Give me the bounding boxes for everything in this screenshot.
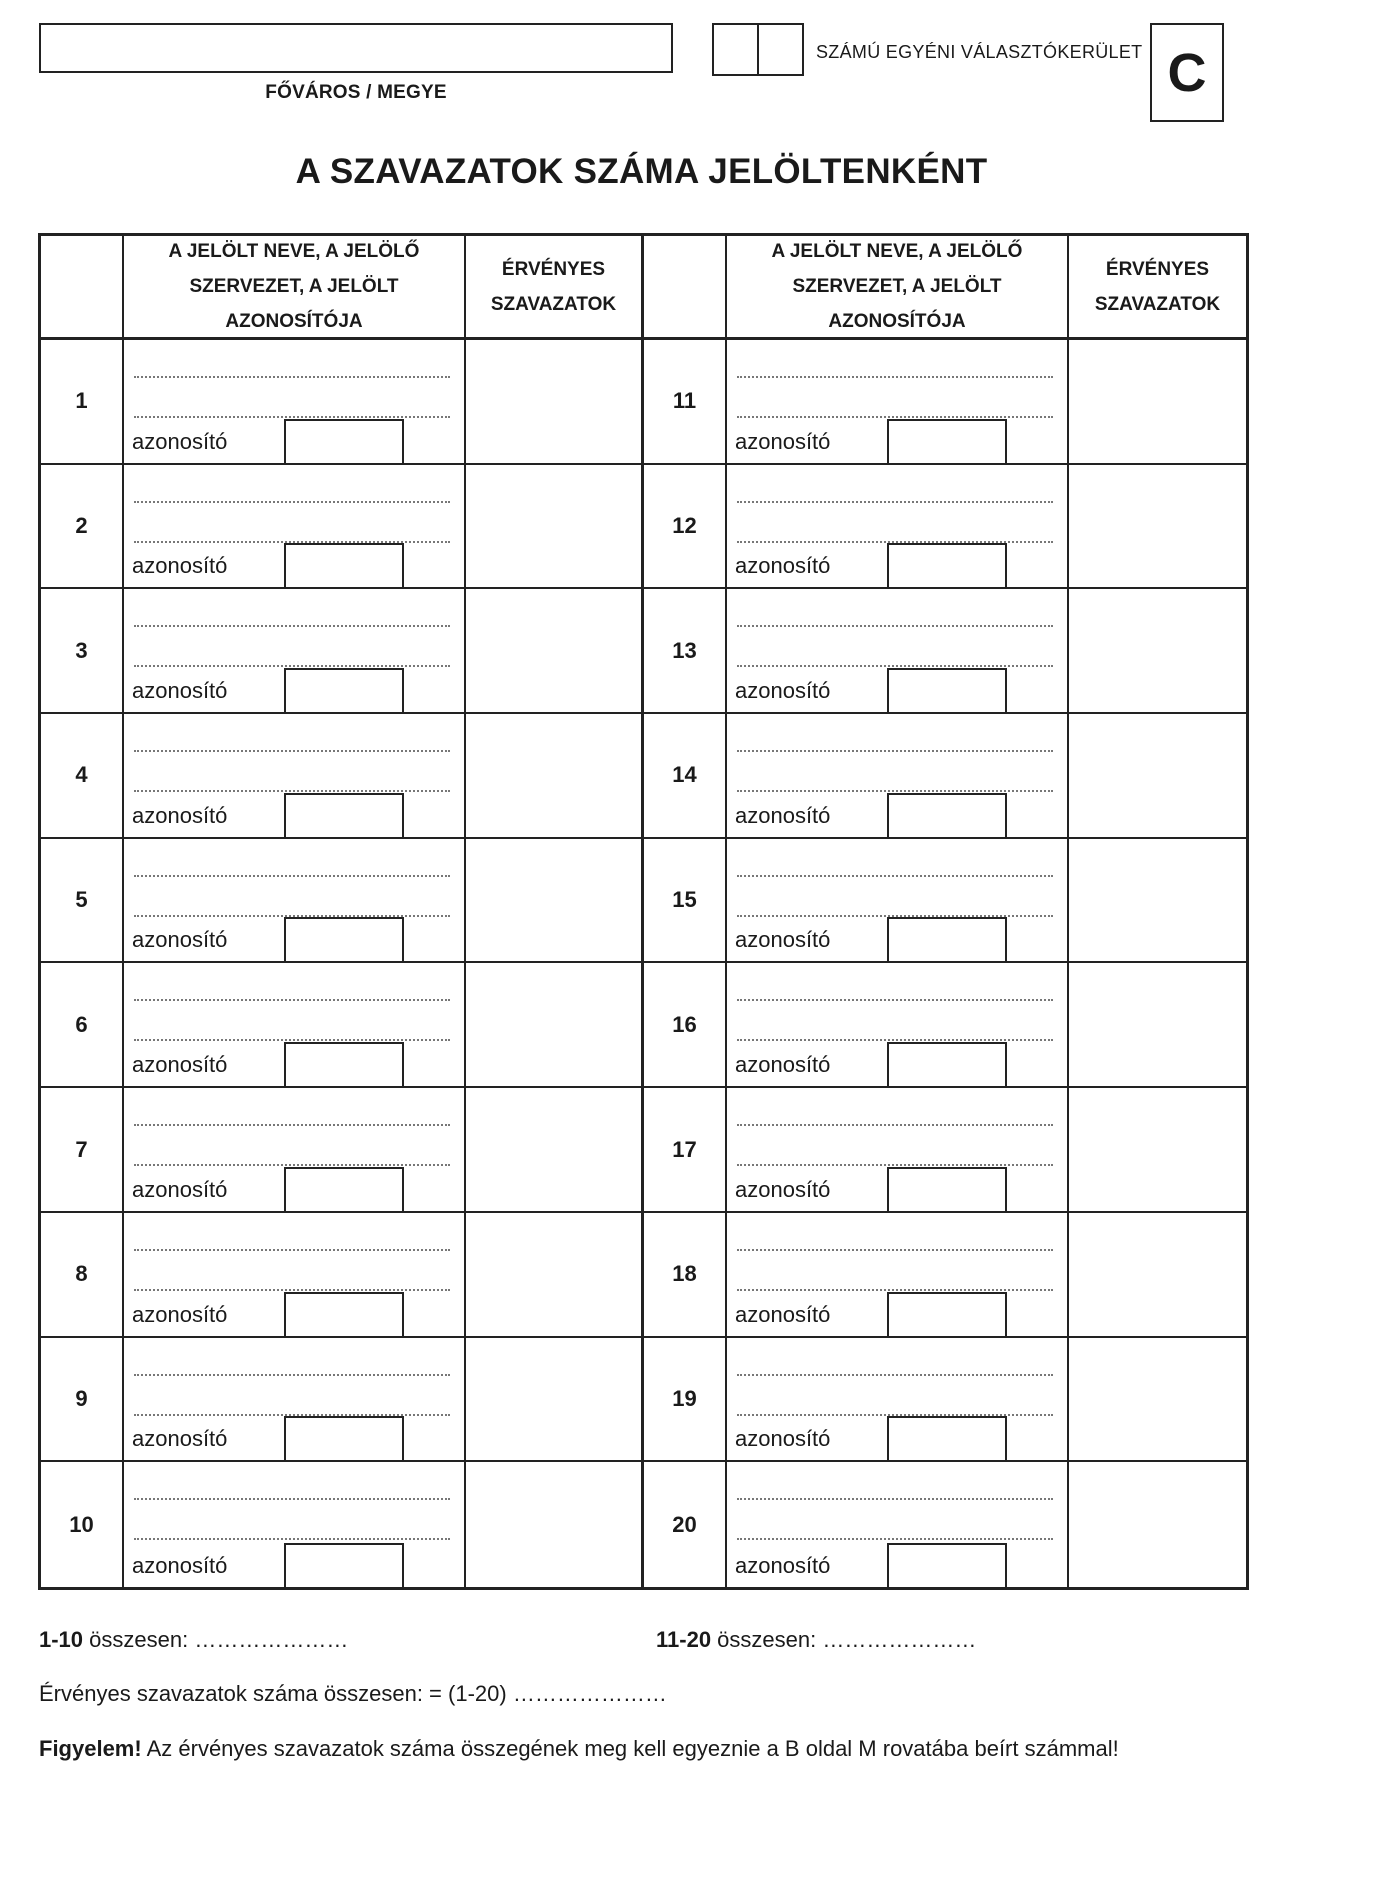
valid-votes-cell-right[interactable] bbox=[1069, 1088, 1246, 1213]
name-dotted-line bbox=[737, 625, 1053, 627]
id-label: azonosító bbox=[132, 1552, 228, 1578]
valid-votes-cell-left[interactable] bbox=[466, 1338, 644, 1463]
id-label: azonosító bbox=[132, 927, 228, 953]
row-number-right: 11 bbox=[644, 340, 727, 465]
name-dotted-line bbox=[737, 1249, 1053, 1251]
valid-votes-cell-right[interactable] bbox=[1069, 589, 1246, 714]
candidate-name-cell[interactable] bbox=[124, 839, 466, 964]
sum-right-text: összesen: ………………… bbox=[711, 1627, 977, 1652]
row-number-right: 18 bbox=[644, 1213, 727, 1338]
name-dotted-line bbox=[737, 915, 1053, 917]
row-number-right: 16 bbox=[644, 963, 727, 1088]
valid-votes-cell-right[interactable] bbox=[1069, 714, 1246, 839]
name-dotted-line bbox=[737, 999, 1053, 1001]
candidate-name-cell[interactable] bbox=[124, 340, 466, 465]
name-dotted-line bbox=[134, 750, 450, 752]
name-dotted-line bbox=[134, 790, 450, 792]
candidate-name-cell[interactable] bbox=[124, 714, 466, 839]
id-label: azonosító bbox=[735, 1426, 831, 1452]
candidate-name-cell[interactable] bbox=[727, 589, 1069, 714]
name-dotted-line bbox=[737, 875, 1053, 877]
row-number-right: 20 bbox=[644, 1462, 727, 1587]
id-digit-boxes[interactable] bbox=[284, 1416, 404, 1460]
row-number-left: 1 bbox=[41, 340, 124, 465]
valid-votes-cell-left[interactable] bbox=[466, 963, 644, 1088]
id-digit-boxes[interactable] bbox=[284, 793, 404, 837]
id-label: azonosító bbox=[735, 1552, 831, 1578]
valid-votes-cell-right[interactable] bbox=[1069, 839, 1246, 964]
valid-votes-cell-right[interactable] bbox=[1069, 1462, 1246, 1587]
valid-votes-cell-left[interactable] bbox=[466, 1213, 644, 1338]
row-number-left: 10 bbox=[41, 1462, 124, 1587]
id-label: azonosító bbox=[735, 1052, 831, 1078]
valid-votes-cell-left[interactable] bbox=[466, 839, 644, 964]
header-number-cell-left bbox=[41, 236, 124, 340]
total-votes-line: Érvényes szavazatok száma összesen: = (1-20) ………………… bbox=[39, 1681, 667, 1706]
name-dotted-line bbox=[737, 750, 1053, 752]
id-label: azonosító bbox=[735, 678, 831, 704]
id-digit-boxes[interactable] bbox=[887, 1292, 1007, 1336]
sum-right-range: 11-20 bbox=[656, 1627, 712, 1652]
candidate-name-cell[interactable] bbox=[727, 1088, 1069, 1213]
name-dotted-line bbox=[134, 625, 450, 627]
name-dotted-line bbox=[134, 1414, 450, 1416]
name-dotted-line bbox=[134, 376, 450, 378]
id-digit-boxes[interactable] bbox=[284, 1292, 404, 1336]
row-number-left: 8 bbox=[41, 1213, 124, 1338]
valid-votes-cell-right[interactable] bbox=[1069, 465, 1246, 590]
id-label: azonosító bbox=[132, 1426, 228, 1452]
row-number-left: 7 bbox=[41, 1088, 124, 1213]
row-number-right: 15 bbox=[644, 839, 727, 964]
id-digit-boxes[interactable] bbox=[284, 1543, 404, 1587]
name-dotted-line bbox=[737, 376, 1053, 378]
header-valid-votes-right bbox=[1069, 236, 1246, 340]
valid-votes-cell-left[interactable] bbox=[466, 465, 644, 590]
page-letter-badge: C bbox=[1150, 23, 1224, 122]
name-dotted-line bbox=[737, 1498, 1053, 1500]
id-digit-boxes[interactable] bbox=[284, 419, 404, 463]
id-label: azonosító bbox=[132, 802, 228, 828]
header-name-line: AZONOSÍTÓJA bbox=[225, 311, 363, 332]
header-name-line: A JELÖLT NEVE, A JELÖLŐ bbox=[168, 241, 420, 262]
valid-votes-cell-left[interactable] bbox=[466, 1462, 644, 1587]
id-label: azonosító bbox=[132, 553, 228, 579]
header-name-line: A JELÖLT NEVE, A JELÖLŐ bbox=[771, 241, 1023, 262]
name-dotted-line bbox=[134, 1498, 450, 1500]
candidate-name-cell[interactable] bbox=[727, 963, 1069, 1088]
row-number-left: 4 bbox=[41, 714, 124, 839]
row-number-right: 17 bbox=[644, 1088, 727, 1213]
id-digit-boxes[interactable] bbox=[284, 668, 404, 712]
name-dotted-line bbox=[134, 999, 450, 1001]
header-votes-line: ÉRVÉNYES bbox=[1105, 258, 1210, 280]
name-dotted-line bbox=[737, 1289, 1053, 1291]
header-name-line: AZONOSÍTÓJA bbox=[828, 311, 966, 332]
id-digit-boxes[interactable] bbox=[887, 1416, 1007, 1460]
id-digit-boxes[interactable] bbox=[887, 793, 1007, 837]
valid-votes-cell-right[interactable] bbox=[1069, 963, 1246, 1088]
valid-votes-cell-left[interactable] bbox=[466, 589, 644, 714]
name-dotted-line bbox=[737, 501, 1053, 503]
header-valid-votes-left bbox=[466, 236, 644, 340]
id-digit-boxes[interactable] bbox=[887, 1543, 1007, 1587]
id-label: azonosító bbox=[735, 1176, 831, 1202]
candidate-name-cell[interactable] bbox=[727, 1213, 1069, 1338]
name-dotted-line bbox=[737, 1538, 1053, 1540]
id-label: azonosító bbox=[132, 1301, 228, 1327]
id-digit-boxes[interactable] bbox=[284, 917, 404, 961]
row-number-left: 9 bbox=[41, 1338, 124, 1463]
candidate-name-cell[interactable] bbox=[727, 1462, 1069, 1587]
id-digit-boxes[interactable] bbox=[284, 543, 404, 587]
name-dotted-line bbox=[737, 790, 1053, 792]
id-label: azonosító bbox=[132, 1052, 228, 1078]
name-dotted-line bbox=[737, 1414, 1053, 1416]
row-number-right: 19 bbox=[644, 1338, 727, 1463]
id-digit-boxes[interactable] bbox=[887, 419, 1007, 463]
sum-right-line bbox=[656, 1627, 976, 1653]
candidate-votes-table bbox=[38, 233, 1249, 1590]
district-digit-cell[interactable] bbox=[714, 25, 757, 74]
id-label: azonosító bbox=[735, 802, 831, 828]
name-dotted-line bbox=[134, 501, 450, 503]
valid-votes-cell-left[interactable] bbox=[466, 714, 644, 839]
candidate-name-cell[interactable] bbox=[124, 1338, 466, 1463]
row-number-right: 12 bbox=[644, 465, 727, 590]
header-name-line: SZERVEZET, A JELÖLT bbox=[189, 276, 399, 297]
id-label: azonosító bbox=[132, 428, 228, 454]
id-label: azonosító bbox=[132, 678, 228, 704]
name-dotted-line bbox=[737, 416, 1053, 418]
candidate-name-cell[interactable] bbox=[124, 465, 466, 590]
row-number-left: 2 bbox=[41, 465, 124, 590]
name-dotted-line bbox=[737, 1124, 1053, 1126]
county-label: FŐVÁROS / MEGYE bbox=[265, 82, 447, 103]
header-candidate-name-right bbox=[727, 236, 1069, 340]
name-dotted-line bbox=[134, 1039, 450, 1041]
id-digit-boxes[interactable] bbox=[284, 1042, 404, 1086]
id-label: azonosító bbox=[735, 927, 831, 953]
header-votes-line: SZAVAZATOK bbox=[490, 293, 617, 315]
name-dotted-line bbox=[134, 875, 450, 877]
name-dotted-line bbox=[737, 1164, 1053, 1166]
candidate-name-cell[interactable] bbox=[727, 839, 1069, 964]
candidate-name-cell[interactable] bbox=[124, 589, 466, 714]
valid-votes-cell-right[interactable] bbox=[1069, 340, 1246, 465]
id-digit-boxes[interactable] bbox=[284, 1167, 404, 1211]
warning-bold: Figyelem! bbox=[39, 1736, 142, 1761]
header-candidate-name-left bbox=[124, 236, 466, 340]
id-label: azonosító bbox=[132, 1176, 228, 1202]
header-number-cell-right bbox=[644, 236, 727, 340]
valid-votes-cell-right[interactable] bbox=[1069, 1338, 1246, 1463]
name-dotted-line bbox=[737, 665, 1053, 667]
name-dotted-line bbox=[134, 1374, 450, 1376]
row-number-right: 14 bbox=[644, 714, 727, 839]
candidate-name-cell[interactable] bbox=[727, 1338, 1069, 1463]
id-digit-boxes[interactable] bbox=[887, 543, 1007, 587]
header-votes-line: ÉRVÉNYES bbox=[501, 258, 606, 280]
candidate-name-cell[interactable] bbox=[727, 340, 1069, 465]
name-dotted-line bbox=[134, 915, 450, 917]
header-name-line: SZERVEZET, A JELÖLT bbox=[792, 276, 1002, 297]
name-dotted-line bbox=[134, 665, 450, 667]
valid-votes-cell-right[interactable] bbox=[1069, 1213, 1246, 1338]
valid-votes-cell-left[interactable] bbox=[466, 1088, 644, 1213]
header-votes-line: SZAVAZATOK bbox=[1094, 293, 1221, 315]
page-title: A SZAVAZATOK SZÁMA JELÖLTENKÉNT bbox=[295, 152, 988, 191]
candidate-name-cell[interactable] bbox=[124, 1088, 466, 1213]
id-digit-boxes[interactable] bbox=[887, 1042, 1007, 1086]
row-number-right: 13 bbox=[644, 589, 727, 714]
candidate-name-cell[interactable] bbox=[727, 714, 1069, 839]
sum-left-text: összesen: ………………… bbox=[83, 1627, 349, 1652]
id-label: azonosító bbox=[735, 553, 831, 579]
district-number-box[interactable] bbox=[712, 23, 804, 76]
name-dotted-line bbox=[737, 1039, 1053, 1041]
valid-votes-cell-left[interactable] bbox=[466, 340, 644, 465]
id-digit-boxes[interactable] bbox=[887, 1167, 1007, 1211]
sum-left-line bbox=[39, 1627, 348, 1653]
name-dotted-line bbox=[134, 1289, 450, 1291]
name-dotted-line bbox=[134, 1538, 450, 1540]
name-dotted-line bbox=[134, 1124, 450, 1126]
row-number-left: 3 bbox=[41, 589, 124, 714]
id-label: azonosító bbox=[735, 428, 831, 454]
name-dotted-line bbox=[134, 416, 450, 418]
name-dotted-line bbox=[134, 1249, 450, 1251]
candidate-name-cell[interactable] bbox=[124, 963, 466, 1088]
name-dotted-line bbox=[134, 541, 450, 543]
candidate-name-cell[interactable] bbox=[124, 1213, 466, 1338]
name-dotted-line bbox=[134, 1164, 450, 1166]
name-dotted-line bbox=[737, 541, 1053, 543]
county-input-box[interactable] bbox=[39, 23, 673, 73]
id-digit-boxes[interactable] bbox=[887, 917, 1007, 961]
sum-left-range: 1-10 bbox=[39, 1627, 84, 1652]
row-number-left: 6 bbox=[41, 963, 124, 1088]
district-label: SZÁMÚ EGYÉNI VÁLASZTÓKERÜLET bbox=[816, 42, 1143, 62]
warning-line bbox=[39, 1736, 1119, 1762]
candidate-name-cell[interactable] bbox=[124, 1462, 466, 1587]
district-digit-cell[interactable] bbox=[757, 25, 802, 74]
id-digit-boxes[interactable] bbox=[887, 668, 1007, 712]
id-label: azonosító bbox=[735, 1301, 831, 1327]
row-number-left: 5 bbox=[41, 839, 124, 964]
candidate-name-cell[interactable] bbox=[727, 465, 1069, 590]
warning-text: Az érvényes szavazatok száma összegének meg kell egyeznie a B oldal M rovatába beírt számmal! bbox=[141, 1736, 1119, 1761]
name-dotted-line bbox=[737, 1374, 1053, 1376]
